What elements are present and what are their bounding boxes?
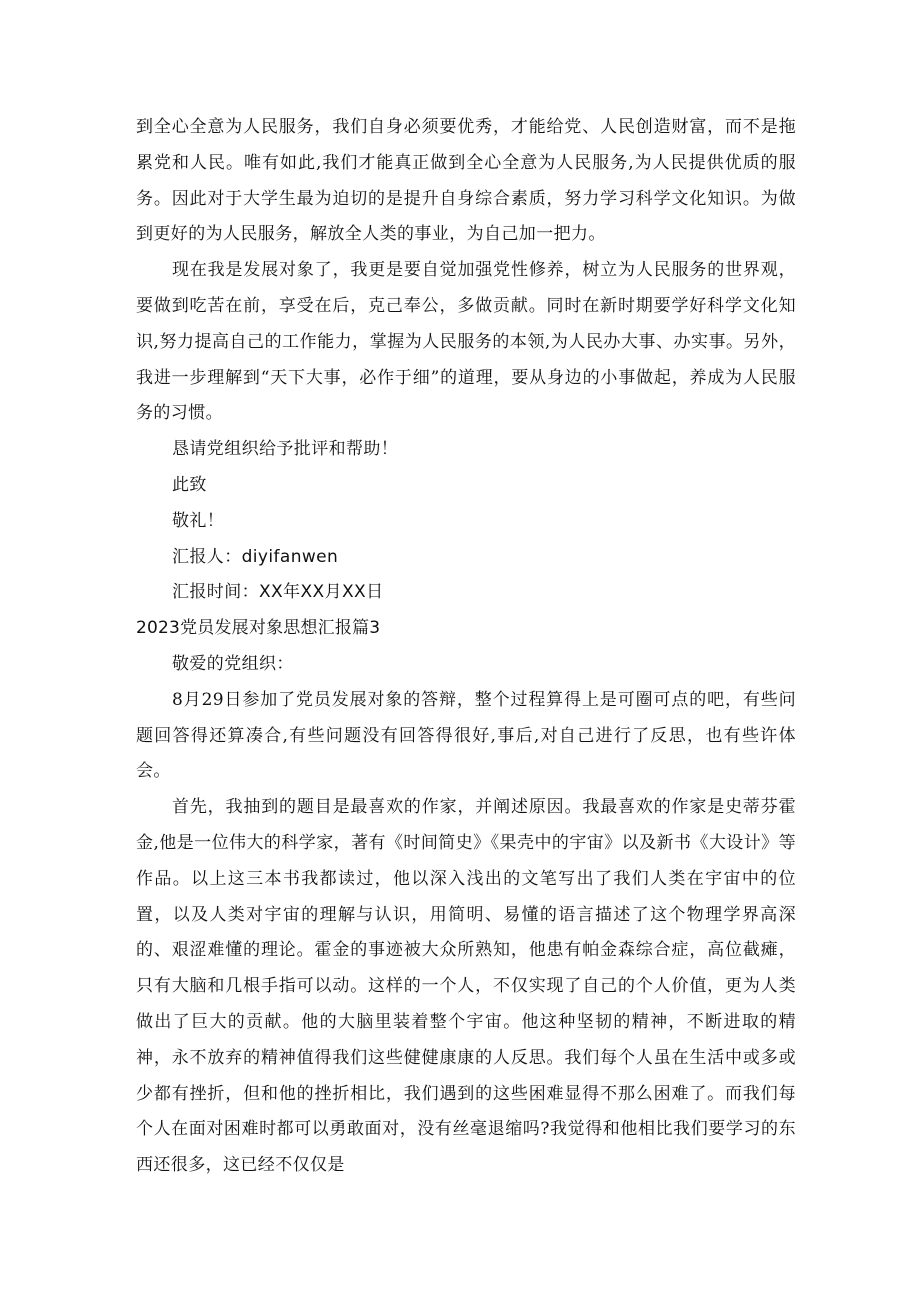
paragraph-development-object: 现在我是发展对象了，我更是要自觉加强党性修养，树立为人民服务的世界观，要做到吃苦在前，享受在后，克己奉公，多做贡献。同时在新时期要学好科学文化知识,努力提高自己的工作能力，掌握为人民服务的本领,为人民办大事、办实事。另外，我进一步理解到“天下大事，必作于细”的道理，要从身边的小事做起，养成为人民服务的习惯。 xyxy=(136,260,796,424)
paragraph-continuation: 到全心全意为人民服务，我们自身必须要优秀，才能给党、人民创造财富，而不是拖累党和人民。唯有如此,我们才能真正做到全心全意为人民服务,为人民提供优质的服务。因此对于大学生最为迫切的是提升自身综合素质，努力学习科学文化知识。为做到更好的为人民服务，解放全人类的事业，为自己加一把力。 xyxy=(136,117,796,245)
closing-salute-jing-li: 敬礼！ xyxy=(172,510,225,531)
document-body xyxy=(136,110,796,1184)
closing-salute-ci-zhi: 此致 xyxy=(172,474,207,495)
reporter-line: 汇报人：diyifanwen xyxy=(172,546,339,567)
section-title: 2023党员发展对象思想汇报篇3 xyxy=(136,618,381,639)
report-time-line: 汇报时间：XX年XX月XX日 xyxy=(172,582,384,603)
paragraph-favorite-author: 首先，我抽到的题目是最喜欢的作家，并阐述原因。我最喜欢的作家是史蒂芬霍金,他是一位伟大的科学家，著有《时间简史》《果壳中的宇宙》以及新书《大设计》等作品。以上这三本书我都读过，他以深入浅出的文笔写出了我们人类在宇宙中的位置，以及人类对宇宙的理解与认识，用简明、易懂的语言描述了这个物理学界高深的、艰涩难懂的理论。霍金的事迹被大众所熟知，他患有帕金森综合症，高位截瘫，只有大脑和几根手指可以动。这样的一个人，不仅实现了自己的个人价值，更为人类做出了巨大的贡献。他的大脑里装着整个宇宙。他这种坚韧的精神，不断进取的精神，永不放弃的精神值得我们这些健健康康的人反思。我们每个人虽在生活中或多或少都有挫折，但和他的挫折相比，我们遇到的这些困难显得不那么困难了。而我们每个人在面对困难时都可以勇敢面对，没有丝毫退缩吗?我觉得和他相比我们要学习的东西还很多，这已经不仅仅是 xyxy=(136,797,796,1176)
paragraph-defense: 8月29日参加了党员发展对象的答辩，整个过程算得上是可圈可点的吧，有些问题回答得还算凑合,有些问题没有回答得很好,事后,对自己进行了反思，也有些许体会。 xyxy=(136,689,796,782)
greeting-line: 敬爱的党组织： xyxy=(172,653,294,674)
closing-request: 恳请党组织给予批评和帮助！ xyxy=(172,439,399,460)
